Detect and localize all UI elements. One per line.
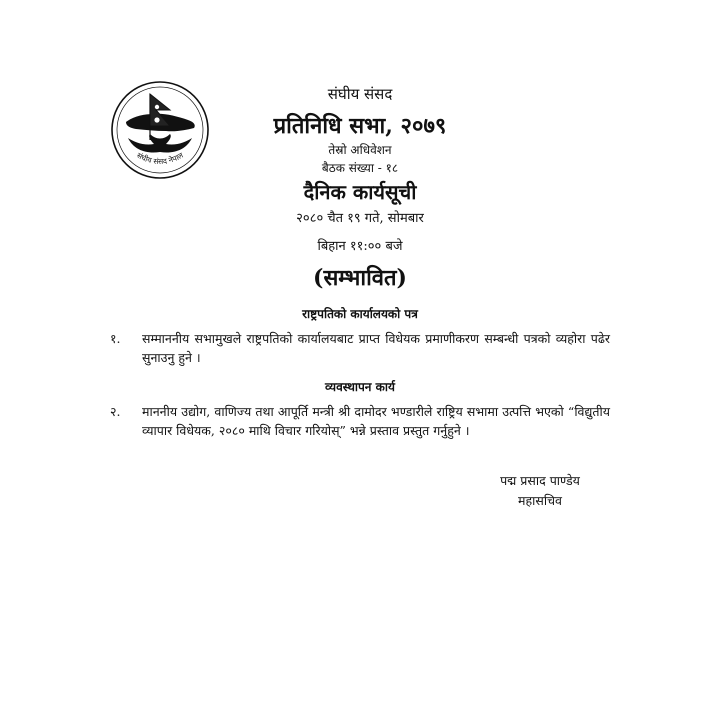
page-title: दैनिक कार्यसूची (303, 180, 417, 204)
session-label: तेस्रो अधिवेशन (328, 143, 392, 157)
signatory-name: पद्म प्रसाद पाण्डेय (500, 473, 580, 488)
meeting-number: बैठक संख्या - १८ (321, 161, 399, 175)
agenda-item (110, 329, 610, 367)
section-heading-legislation: व्यवस्थापन कार्य (325, 380, 395, 394)
date-line: २०८० चैत १९ गते, सोमबार (296, 211, 424, 226)
org-name: संघीय संसद (327, 85, 393, 103)
status-label: (सम्भावित) (313, 265, 407, 291)
signatory-title: महासचिव (518, 493, 562, 508)
time-line: बिहान ११:०० बजे (317, 239, 403, 254)
section-heading-president-letter: राष्ट्रपतिको कार्यालयको पत्र (302, 307, 418, 321)
agenda-item-number: १. (110, 331, 121, 346)
agenda-item-text: माननीय उद्योग, वाणिज्य तथा आपूर्ति मन्त्री श्री दामोदर भण्डारीले राष्ट्रिय सभामा उत्पत्ति भएको “विद्युतीय व्यापार विधेयक, २०८० माथि विचार गरियोस्” भन्ने प्रस्ताव प्रस्तुत गर्नुहुने । (142, 404, 610, 438)
agenda-item-number: २. (110, 404, 121, 419)
house-title: प्रतिनिधि सभा, २०७९ (273, 113, 447, 139)
agenda-item (110, 402, 610, 440)
seal-text: संघीय संसद नेपाल (135, 150, 185, 167)
agenda-item-text: सम्माननीय सभामुखले राष्ट्रपतिको कार्यालयबाट प्राप्त विधेयक प्रमाणीकरण सम्बन्धी पत्रको व्यहोरा पढेर सुनाउनु हुने । (142, 331, 610, 365)
